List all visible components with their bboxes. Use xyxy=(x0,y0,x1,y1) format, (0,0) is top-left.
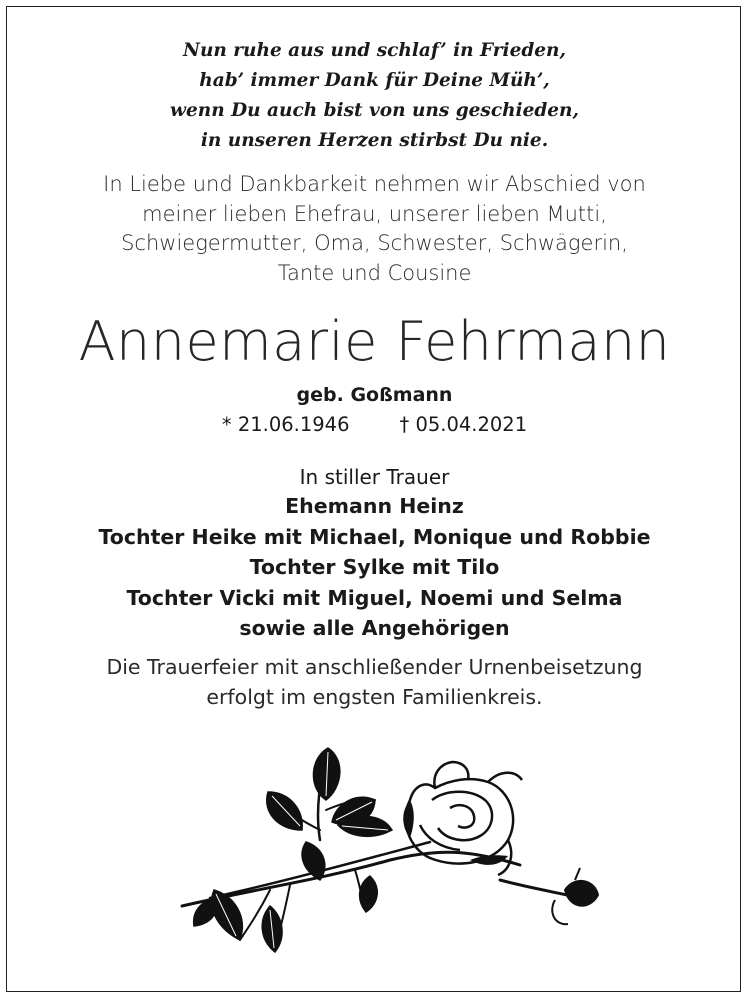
mourner-entry: Tochter Sylke mit Tilo xyxy=(249,555,500,579)
poem-line: Nun ruhe aus und schlaf’ in Frieden, xyxy=(183,40,566,61)
memorial-poem xyxy=(0,36,749,156)
birth-date: * 21.06.1946 xyxy=(221,413,350,436)
intro-line: Schwiegermutter, Oma, Schwester, Schwägerin, xyxy=(121,231,628,255)
rose-illustration xyxy=(170,730,610,980)
farewell-intro xyxy=(0,170,749,288)
mourner-entry: sowie alle Angehörigen xyxy=(239,616,510,640)
death-date: † 05.04.2021 xyxy=(399,413,528,436)
intro-line: meiner lieben Ehefrau, unserer lieben Mutti, xyxy=(142,201,607,226)
poem-line: hab’ immer Dank für Deine Müh’, xyxy=(199,70,550,91)
closing-line: erfolgt im engsten Familienkreis. xyxy=(206,685,543,709)
mourner-entry: Ehemann Heinz xyxy=(285,494,464,518)
closing-line: Die Trauerfeier mit anschließender Urnenbeisetzung xyxy=(106,655,643,679)
intro-line: Tante und Cousine xyxy=(277,260,472,285)
mourners-list xyxy=(0,491,749,644)
life-dates xyxy=(0,410,749,440)
mourning-heading: In stiller Trauer xyxy=(299,465,450,489)
mourner-entry: Tochter Heike mit Michael, Monique und Robbie xyxy=(98,524,651,549)
birth-name: geb. Goßmann xyxy=(296,384,453,406)
poem-line: wenn Du auch bist von uns geschieden, xyxy=(170,100,579,121)
deceased-name: Annemarie Fehrmann xyxy=(78,310,671,373)
poem-line: in unseren Herzen stirbst Du nie. xyxy=(200,130,549,151)
mourner-entry: Tochter Vicki mit Miguel, Noemi und Selma xyxy=(126,585,623,610)
intro-line: In Liebe und Dankbarkeit nehmen wir Abschied von xyxy=(103,172,646,196)
funeral-notice xyxy=(0,652,749,712)
